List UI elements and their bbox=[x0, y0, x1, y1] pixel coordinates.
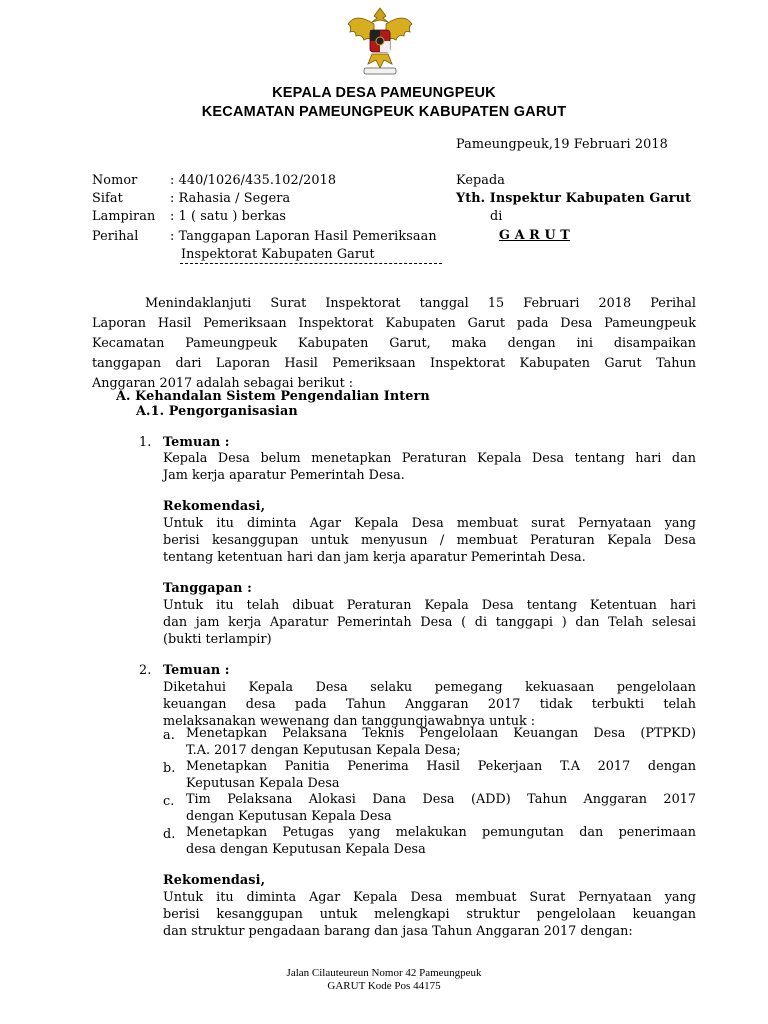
item1-temuan-label: Temuan : bbox=[163, 435, 230, 450]
list-item-line: dengan Keputusan Kepala Desa bbox=[186, 809, 392, 824]
intro-paragraph bbox=[92, 294, 696, 394]
perihal-underline bbox=[180, 263, 442, 264]
list-item-line: Menetapkan Pelaksana Teknis Pengelolaan Keuangan Desa (PTPKD) bbox=[186, 726, 696, 741]
text-line: melaksanakan wewenang dan tanggungjawabnya untuk : bbox=[163, 714, 536, 729]
list-item bbox=[186, 791, 696, 825]
list-item-line: Menetapkan Petugas yang melakukan pemungutan dan penerimaan bbox=[186, 825, 696, 840]
list-item-line: Keputusan Kepala Desa bbox=[186, 776, 340, 791]
intro-line: Laporan Hasil Pemeriksaan Inspektorat Kabupaten Garut pada Desa Pameungpeuk bbox=[92, 316, 696, 331]
item2-rekomendasi-text bbox=[163, 889, 696, 940]
sifat-value: : Rahasia / Segera bbox=[170, 191, 291, 206]
lampiran-value: : 1 ( satu ) berkas bbox=[170, 209, 287, 224]
item1-tanggapan-label: Tanggapan : bbox=[163, 581, 252, 596]
item2-temuan-text bbox=[163, 679, 696, 730]
intro-line: Menindaklanjuti Surat Inspektorat tanggal 15 Februari 2018 Perihal bbox=[145, 296, 696, 311]
list-item bbox=[186, 824, 696, 858]
letterhead-title: KEPALA DESA PAMEUNGPEUK bbox=[272, 85, 496, 101]
perihal-value-line2: Inspektorat Kabupaten Garut bbox=[181, 247, 375, 262]
recipient-di: di bbox=[490, 209, 503, 224]
recipient-city: G A R U T bbox=[499, 228, 570, 243]
sifat-label: Sifat bbox=[92, 191, 123, 206]
list-marker: d. bbox=[163, 827, 176, 842]
intro-line: Kecamatan Pameungpeuk Kabupaten Garut, maka dengan ini disampaikan bbox=[92, 336, 696, 351]
footer-address: Jalan Cilauteureun Nomor 42 Pameungpeuk bbox=[286, 967, 482, 979]
list-item bbox=[186, 758, 696, 792]
text-line: Kepala Desa belum menetapkan Peraturan Kepala Desa tentang hari dan bbox=[163, 451, 696, 466]
item1-tanggapan-text bbox=[163, 597, 696, 648]
list-item-line: desa dengan Keputusan Kepala Desa bbox=[186, 842, 426, 857]
intro-line: Anggaran 2017 adalah sebagai berikut : bbox=[92, 376, 354, 391]
section-a1-heading: A.1. Pengorganisasian bbox=[136, 404, 298, 419]
text-line: Diketahui Kepala Desa selaku pemegang kekuasaan pengelolaan bbox=[163, 680, 696, 695]
text-line: (bukti terlampir) bbox=[163, 632, 272, 647]
recipient-yth: Yth. Inspektur Kabupaten Garut bbox=[456, 191, 692, 206]
text-line: tentang ketentuan hari dan jam kerja aparatur Pemerintah Desa. bbox=[163, 550, 586, 565]
intro-line: tanggapan dari Laporan Hasil Pemeriksaan Inspektorat Kabupaten Garut Tahun bbox=[92, 356, 696, 371]
item2-number: 2. bbox=[139, 663, 152, 678]
list-marker: b. bbox=[163, 761, 176, 776]
item1-rekomendasi-text bbox=[163, 515, 696, 566]
nomor-value: : 440/1026/435.102/2018 bbox=[170, 173, 337, 188]
text-line: berisi kesanggupan untuk melengkapi struktur pengelolaan keuangan bbox=[163, 907, 696, 922]
text-line: keuangan desa pada Tahun Anggaran 2017 tidak terbukti telah bbox=[163, 697, 696, 712]
perihal-value: : Tanggapan Laporan Hasil Pemeriksaan bbox=[170, 229, 437, 244]
text-line: dan struktur pengadaan barang dan jasa Tahun Anggaran 2017 dengan: bbox=[163, 924, 633, 939]
list-item-line: Tim Pelaksana Alokasi Dana Desa (ADD) Tahun Anggaran 2017 bbox=[186, 792, 696, 807]
list-marker: a. bbox=[163, 728, 175, 743]
text-line: Jam kerja aparatur Pemerintah Desa. bbox=[163, 468, 405, 483]
text-line: dan jam kerja Aparatur Pemerintah Desa ( di tanggapi ) dan Telah selesai bbox=[163, 615, 696, 630]
place-date: Pameungpeuk,19 Februari 2018 bbox=[456, 137, 668, 152]
list-marker: c. bbox=[163, 794, 175, 809]
list-item bbox=[186, 725, 696, 759]
footer-postcode: GARUT Kode Pos 44175 bbox=[327, 980, 441, 992]
garuda-pancasila-emblem-icon bbox=[344, 2, 416, 76]
text-line: Untuk itu diminta Agar Kepala Desa membuat Surat Pernyataan yang bbox=[163, 890, 696, 905]
section-a-heading: A. Kehandalan Sistem Pengendalian Intern bbox=[116, 389, 430, 404]
item1-number: 1. bbox=[139, 435, 152, 450]
nomor-label: Nomor bbox=[92, 173, 138, 188]
list-item-line: Menetapkan Panitia Penerima Hasil Pekerjaan T.A 2017 dengan bbox=[186, 759, 696, 774]
text-line: Untuk itu diminta Agar Kepala Desa membuat surat Pernyataan yang bbox=[163, 516, 696, 531]
lampiran-label: Lampiran bbox=[92, 209, 156, 224]
recipient-kepada: Kepada bbox=[456, 173, 506, 188]
perihal-label: Perihal bbox=[92, 229, 139, 244]
item2-temuan-label: Temuan : bbox=[163, 663, 230, 678]
item1-rekomendasi-label: Rekomendasi, bbox=[163, 499, 266, 514]
text-line: Untuk itu telah dibuat Peraturan Kepala Desa tentang Ketentuan hari bbox=[163, 598, 696, 613]
item2-rekomendasi-label: Rekomendasi, bbox=[163, 873, 266, 888]
list-item-line: T.A. 2017 dengan Keputusan Kepala Desa; bbox=[186, 743, 461, 758]
letterhead-subtitle: KECAMATAN PAMEUNGPEUK KABUPATEN GARUT bbox=[201, 104, 567, 120]
item1-temuan-text bbox=[163, 450, 696, 484]
text-line: berisi kesanggupan untuk menyusun / membuat Peraturan Kepala Desa bbox=[163, 533, 696, 548]
